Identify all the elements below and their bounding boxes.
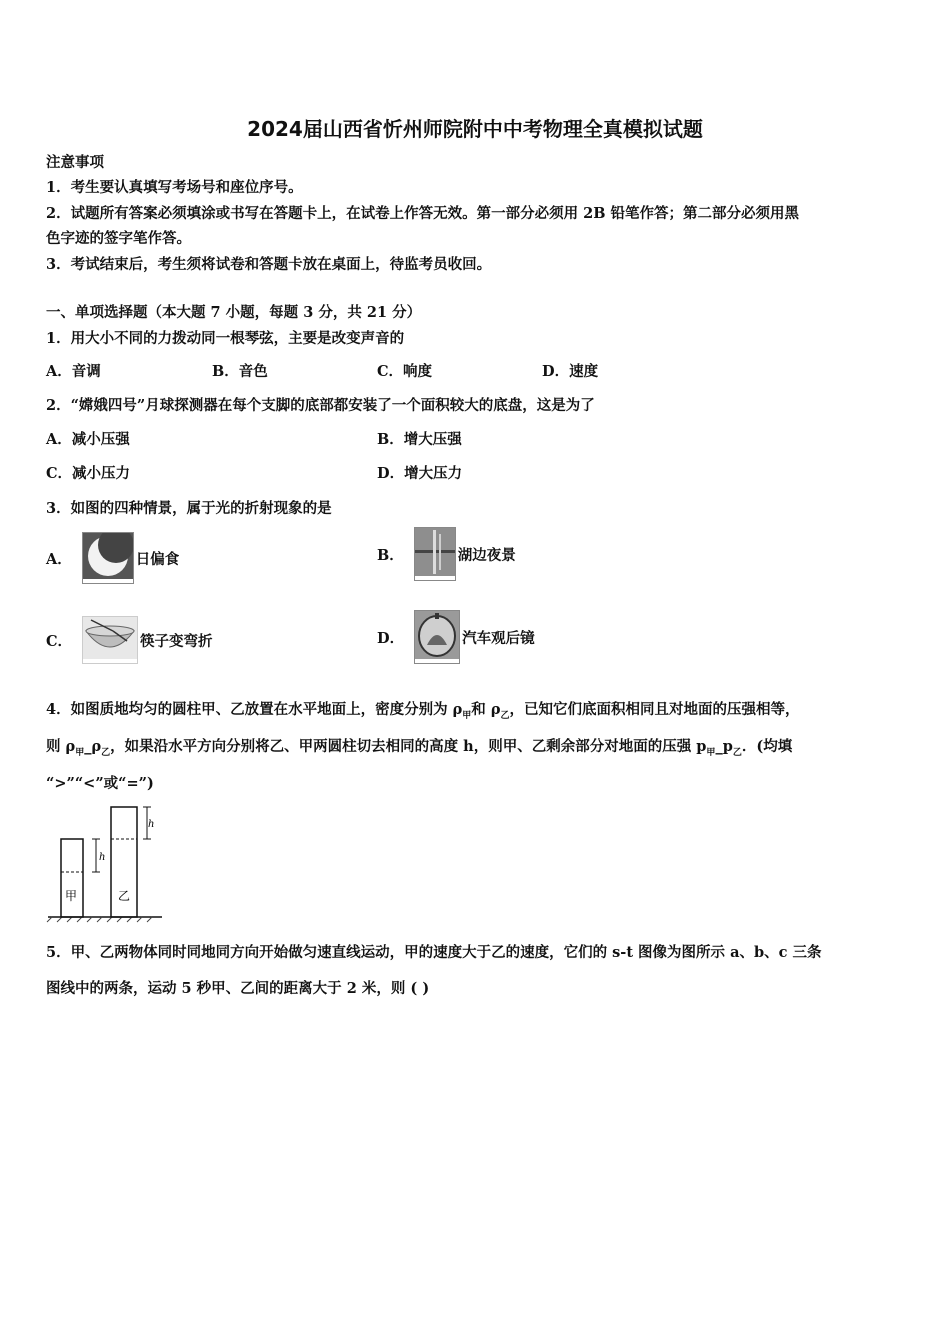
q1-option-a[interactable]: A．音调 xyxy=(46,363,101,380)
cylinders-figure xyxy=(44,805,169,923)
q4-line-3: “>”“<”或“=”) xyxy=(46,775,154,792)
q2-stem: 2．“嫦娥四号”月球探测器在每个支脚的底部都安装了一个面积较大的底盘，这是为了 xyxy=(46,397,595,414)
svg-text:乙: 乙 xyxy=(118,889,131,903)
q2-option-d[interactable]: D．增大压力 xyxy=(377,465,463,482)
q2-option-b[interactable]: B．增大压强 xyxy=(377,431,462,448)
chopsticks-bowl-image xyxy=(82,616,138,664)
q1-option-d[interactable]: D．速度 xyxy=(542,363,599,380)
q2-option-c[interactable]: C．减小压力 xyxy=(46,465,131,482)
notice-item-2b: 色字迹的签字笔作答。 xyxy=(46,230,191,247)
rearview-mirror-image xyxy=(414,610,460,664)
notice-item-2a: 2．试题所有答案必须填涂或书写在答题卡上，在试卷上作答无效。第一部分必须用 2B 铅笔作答；第二部分必须用黑 xyxy=(46,205,800,222)
q3-option-a-letter: A． xyxy=(46,550,72,568)
q3-option-d-text: 汽车观后镜 xyxy=(462,629,535,647)
q3-stem: 3．如图的四种情景，属于光的折射现象的是 xyxy=(46,500,332,517)
page-title: 2024届山西省忻州师院附中中考物理全真模拟试题 xyxy=(247,117,703,141)
q2-option-a[interactable]: A．减小压强 xyxy=(46,431,130,448)
q3-option-a[interactable] xyxy=(46,532,179,584)
q3-option-d-letter: D． xyxy=(377,629,405,647)
q3-option-a-text: 日偏食 xyxy=(135,550,180,568)
q1-option-c[interactable]: C．响度 xyxy=(377,363,433,380)
notice-heading: 注意事项 xyxy=(46,154,104,171)
q3-option-c[interactable] xyxy=(46,616,213,664)
lake-night-scene-image xyxy=(414,527,456,581)
notice-item-3: 3．考试结束后，考生须将试卷和答题卡放在桌面上，待监考员收回。 xyxy=(46,256,492,273)
svg-text:h: h xyxy=(99,852,106,863)
q1-option-b[interactable]: B．音色 xyxy=(212,363,268,380)
q3-option-b[interactable] xyxy=(377,527,516,581)
q5-line-1: 5．甲、乙两物体同时同地同方向开始做匀速直线运动，甲的速度大于乙的速度，它们的 s-t 图像为图所示 a、b、c 三条 xyxy=(46,944,822,961)
svg-text:h: h xyxy=(148,819,155,830)
q4-line-1: 4．如图质地均匀的圆柱甲、乙放置在水平地面上，密度分别为 $\rho_甲$和 $\rho_乙$，已知它们底面积相同且对地面的压强相等， xyxy=(46,701,800,721)
notice-item-1: 1．考生要认真填写考场号和座位序号。 xyxy=(46,179,303,196)
q3-option-d[interactable] xyxy=(377,610,535,664)
q3-option-b-text: 湖边夜景 xyxy=(457,546,516,564)
q4-line-2: 则 $\rho_甲\_\rho_乙$，如果沿水平方向分别将乙、甲两圆柱切去相同的高度 h，则甲、乙剩余部分对地面的压强 $p_甲\_p_乙$．(均填 xyxy=(46,738,793,758)
q3-option-c-letter: C． xyxy=(46,632,73,650)
q1-stem: 1．用大小不同的力拨动同一根琴弦，主要是改变声音的 xyxy=(46,330,405,347)
svg-text:甲: 甲 xyxy=(65,889,78,903)
section-heading: 一、单项选择题（本大题 7 小题，每题 3 分，共 21 分） xyxy=(46,304,422,321)
q3-option-b-letter: B． xyxy=(377,546,404,564)
q5-line-2: 图线中的两条，运动 5 秒甲、乙间的距离大于 2 米，则 ( ) xyxy=(46,980,430,997)
partial-eclipse-image xyxy=(82,532,134,584)
q3-option-c-text: 筷子变弯折 xyxy=(140,632,213,650)
cylinder-jia xyxy=(61,839,83,917)
